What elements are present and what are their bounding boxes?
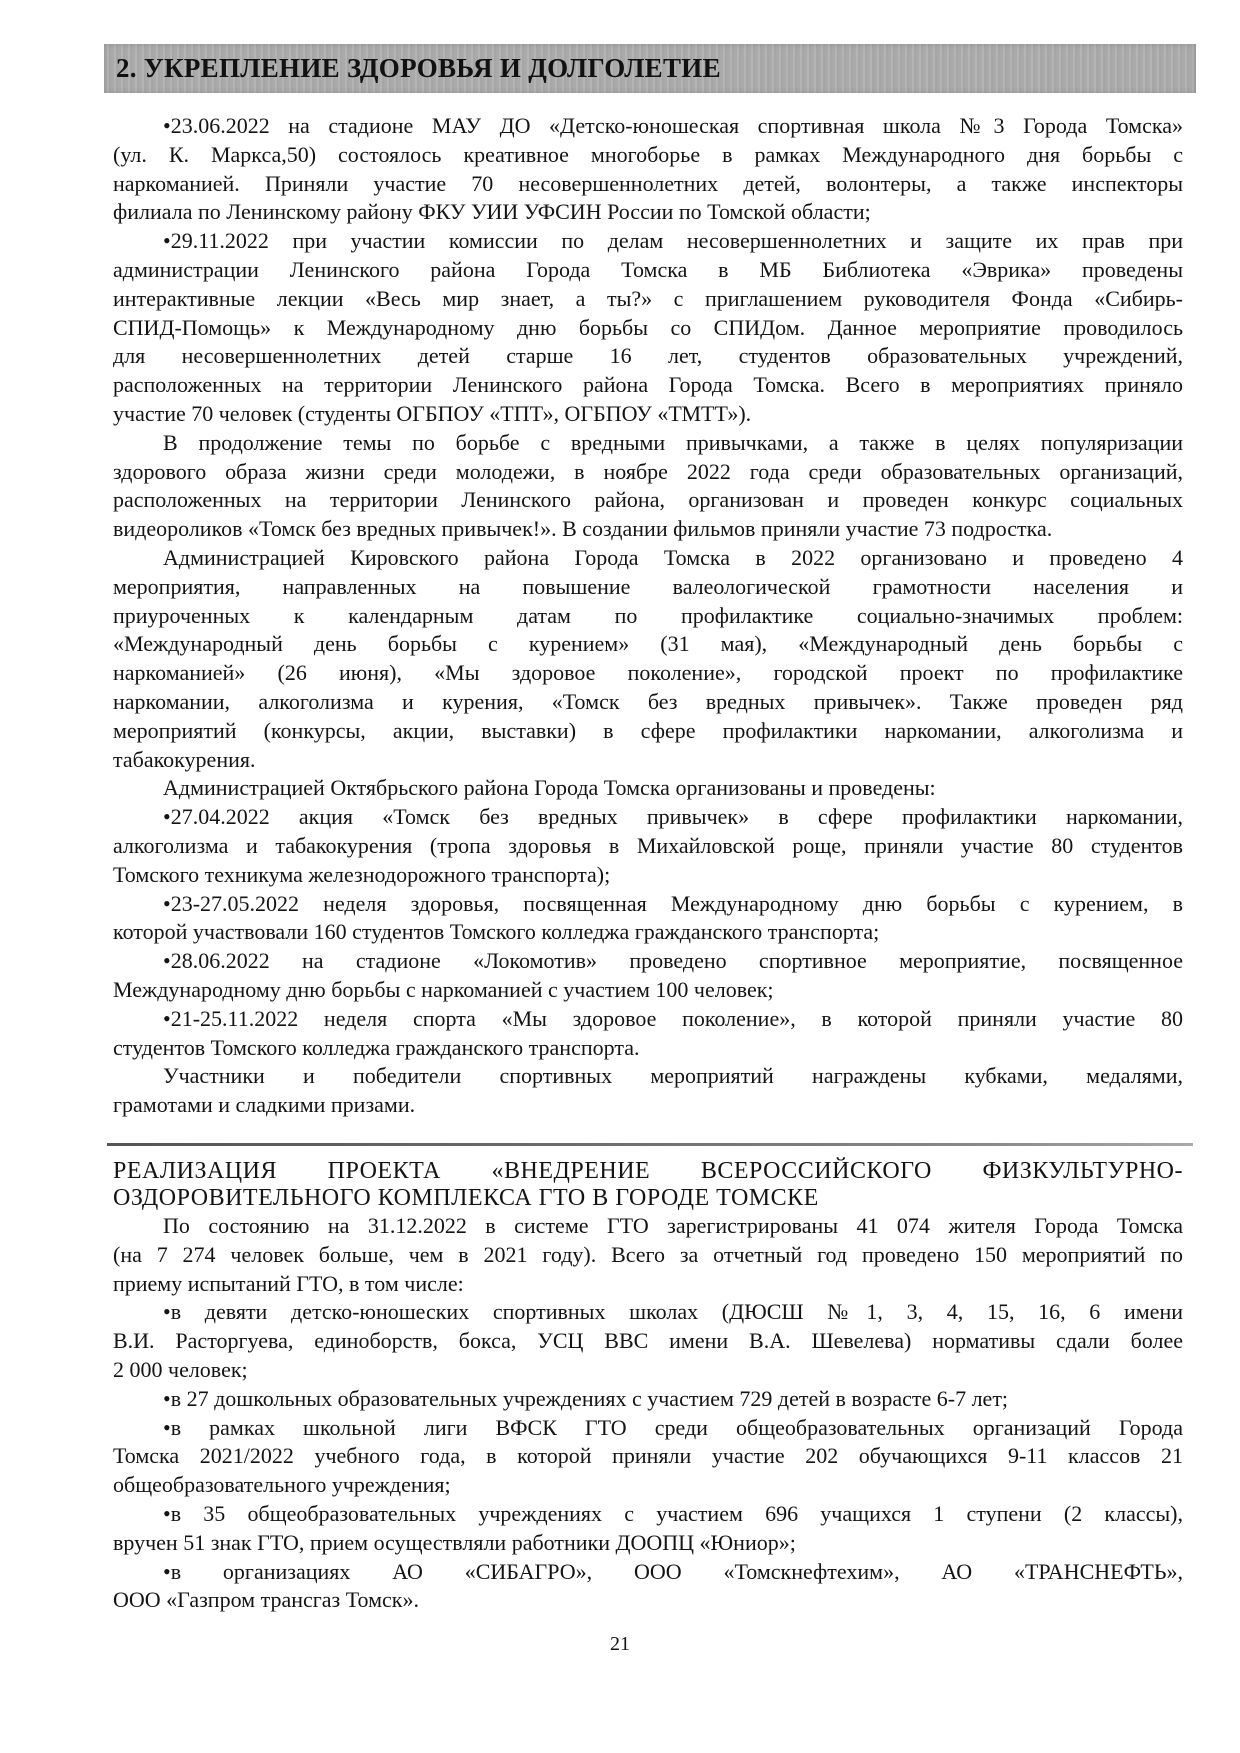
text-line: •в рамках школьной лиги ВФСК ГТО среди общеобразовательных организаций Города — [163, 1414, 1183, 1440]
text-line: Участники и победители спортивных мероприятий награждены кубками, медалями, — [163, 1063, 1183, 1089]
text-line: Администрацией Кировского района Города Томска в 2022 организовано и проведено 4 — [163, 544, 1183, 570]
paragraph — [113, 1414, 1183, 1500]
text-line: ООО «Газпром трансгаз Томск». — [113, 1587, 419, 1613]
text-line: интерактивные лекции «Весь мир знает, а ты?» с приглашением руководителя Фонда «Сибирь- — [113, 285, 1183, 311]
text-line: табакокурения. — [113, 746, 256, 772]
text-line: участие 70 человек (студенты ОГБПОУ «ТПТ», ОГБПОУ «ТМТТ»). — [113, 400, 752, 426]
paragraph — [113, 1212, 1183, 1298]
text-line: В.И. Расторгуева, единоборств, бокса, УСЦ ВВС имени В.А. Шевелева) нормативы сдали более — [113, 1328, 1183, 1354]
text-line: 2 000 человек; — [113, 1356, 248, 1382]
text-line: По состоянию на 31.12.2022 в системе ГТО зарегистрированы 41 074 жителя Города Томска — [163, 1213, 1183, 1238]
paragraph — [113, 1500, 1183, 1558]
text-line: вручен 51 знак ГТО, прием осуществляли работники ДООПЦ «Юниор»; — [113, 1529, 796, 1555]
paragraph — [113, 1558, 1183, 1616]
paragraph — [113, 1385, 1183, 1414]
text-line: Томского техникума железнодорожного транспорта); — [113, 861, 611, 887]
paragraph — [113, 544, 1183, 774]
paragraph — [113, 803, 1183, 889]
text-line: здорового образа жизни среди молодежи, в ноябре 2022 года среди образовательных организаций, — [113, 458, 1183, 484]
text-line: мероприятия, направленных на повышение валеологической грамотности населения и — [113, 573, 1183, 599]
text-line: администрации Ленинского района Города Томска в МБ Библиотека «Эврика» проведены — [113, 256, 1183, 282]
paragraph — [113, 227, 1183, 429]
text-line: •29.11.2022 при участии комиссии по делам несовершеннолетних и защите их прав при — [163, 228, 1183, 254]
text-line: расположенных на территории Ленинского района Города Томска. Всего в мероприятиях приняло — [113, 372, 1183, 398]
text-line: Томска 2021/2022 учебного года, в которой приняли участие 202 обучающихся 9-11 классов 21 — [113, 1443, 1183, 1469]
text-line: •в девяти детско-юношеских спортивных школах (ДЮСШ №1, 3, 4, 15, 16, 6 имени — [163, 1299, 1183, 1325]
text-line: видеороликов «Томск без вредных привычек!». В создании фильмов приняли участие 73 подростка. — [113, 516, 1053, 542]
text-line: «Международный день борьбы с курением» (31 мая), «Международный день борьбы с — [113, 631, 1183, 657]
text-line: (ул. К. Маркса,50) состоялось креативное многоборье в рамках Международного дня борьбы с — [113, 141, 1183, 167]
text-line: •в 35 общеобразовательных учреждениях с участием 696 учащихся 1 ступени (2 классы), — [163, 1500, 1183, 1526]
text-line: •в организациях АО «СИБАГРО», ООО «Томскнефтехим», АО «ТРАНСНЕФТЬ», — [163, 1558, 1183, 1584]
paragraph — [113, 890, 1183, 948]
text-line: приуроченных к календарным датам по профилактике социально-значимых проблем: — [113, 602, 1183, 628]
text-line: •23.06.2022 на стадионе МАУ ДО «Детско-юношеская спортивная школа №3 Города Томска» — [163, 113, 1183, 138]
page-number: 21 — [610, 1633, 630, 1655]
section1-body — [113, 112, 1183, 1120]
text-line: Администрацией Октябрьского района Города Томска организованы и проведены: — [163, 775, 936, 801]
text-line: •27.04.2022 акция «Томск без вредных привычек» в сфере профилактики наркомании, — [163, 804, 1183, 830]
text-line: •в 27 дошкольных образовательных учреждениях с участием 729 детей в возрасте 6-7 лет; — [163, 1385, 1009, 1411]
paragraph — [113, 429, 1183, 544]
text-line: наркоманией» (26 июня), «Мы здоровое поколение», городской проект по профилактике — [113, 660, 1183, 686]
text-line: общеобразовательного учреждения; — [113, 1472, 451, 1498]
text-line: •21-25.11.2022 неделя спорта «Мы здоровое поколение», в которой приняли участие 80 — [163, 1005, 1183, 1031]
text-line: мероприятий (конкурсы, акции, выставки) в сфере профилактики наркомании, алкоголизма и — [113, 717, 1183, 743]
text-line: грамотами и сладкими призами. — [113, 1092, 416, 1118]
paragraph — [113, 1062, 1183, 1120]
section-title: 2. УКРЕПЛЕНИЕ ЗДОРОВЬЯ И ДОЛГОЛЕТИЕ — [116, 53, 721, 83]
heading-line: ОЗДОРОВИТЕЛЬНОГО КОМПЛЕКСА ГТО В ГОРОДЕ ТОМСКЕ — [113, 1185, 819, 1211]
section2-body — [113, 1212, 1183, 1615]
text-line: наркоманией. Приняли участие 70 несовершеннолетних детей, волонтеры, а также инспекторы — [113, 170, 1183, 196]
text-line: •28.06.2022 на стадионе «Локомотив» проведено спортивное мероприятие, посвященное — [163, 948, 1183, 974]
text-line: наркомании, алкоголизма и курения, «Томск без вредных привычек». Также проведен ряд — [113, 688, 1183, 714]
text-line: филиала по Ленинскому району ФКУ УИИ УФСИН России по Томской области; — [113, 199, 871, 225]
text-line: Международному дню борьбы с наркоманией с участием 100 человек; — [113, 976, 774, 1002]
text-line: расположенных на территории Ленинского района, организован и проведен конкурс социальных — [113, 487, 1183, 513]
text-line: В продолжение темы по борьбе с вредными привычками, а также в целях популяризации — [163, 429, 1183, 455]
text-line: СПИД-Помощь» к Международному дню борьбы со СПИДом. Данное мероприятие проводилось — [113, 314, 1183, 340]
paragraph — [113, 112, 1183, 227]
text-line: алкоголизма и табакокурения (тропа здоровья в Михайловской роще, приняли участие 80 студентов — [113, 832, 1183, 858]
paragraph — [113, 774, 1183, 803]
text-line: для несовершеннолетних детей старше 16 лет, студентов образовательных учреждений, — [113, 343, 1183, 369]
section-divider — [107, 1143, 1193, 1146]
paragraph — [113, 1298, 1183, 1384]
text-line: студентов Томского колледжа гражданского транспорта. — [113, 1034, 640, 1060]
paragraph — [113, 947, 1183, 1005]
paragraph — [113, 1005, 1183, 1063]
heading-line: РЕАЛИЗАЦИЯ ПРОЕКТА «ВНЕДРЕНИЕ ВСЕРОССИЙСКОГО ФИЗКУЛЬТУРНО- — [113, 1158, 1183, 1184]
text-line: •23-27.05.2022 неделя здоровья, посвященная Международному дню борьбы с курением, в — [163, 890, 1183, 916]
text-line: которой участвовали 160 студентов Томского колледжа гражданского транспорта; — [113, 919, 880, 945]
section-header-bar — [104, 44, 1196, 93]
section2-heading — [113, 1158, 1183, 1212]
text-line: (на 7 274 человек больше, чем в 2021 году). Всего за отчетный год проведено 150 мероприятий по — [113, 1241, 1183, 1267]
text-line: приему испытаний ГТО, в том числе: — [113, 1270, 464, 1296]
